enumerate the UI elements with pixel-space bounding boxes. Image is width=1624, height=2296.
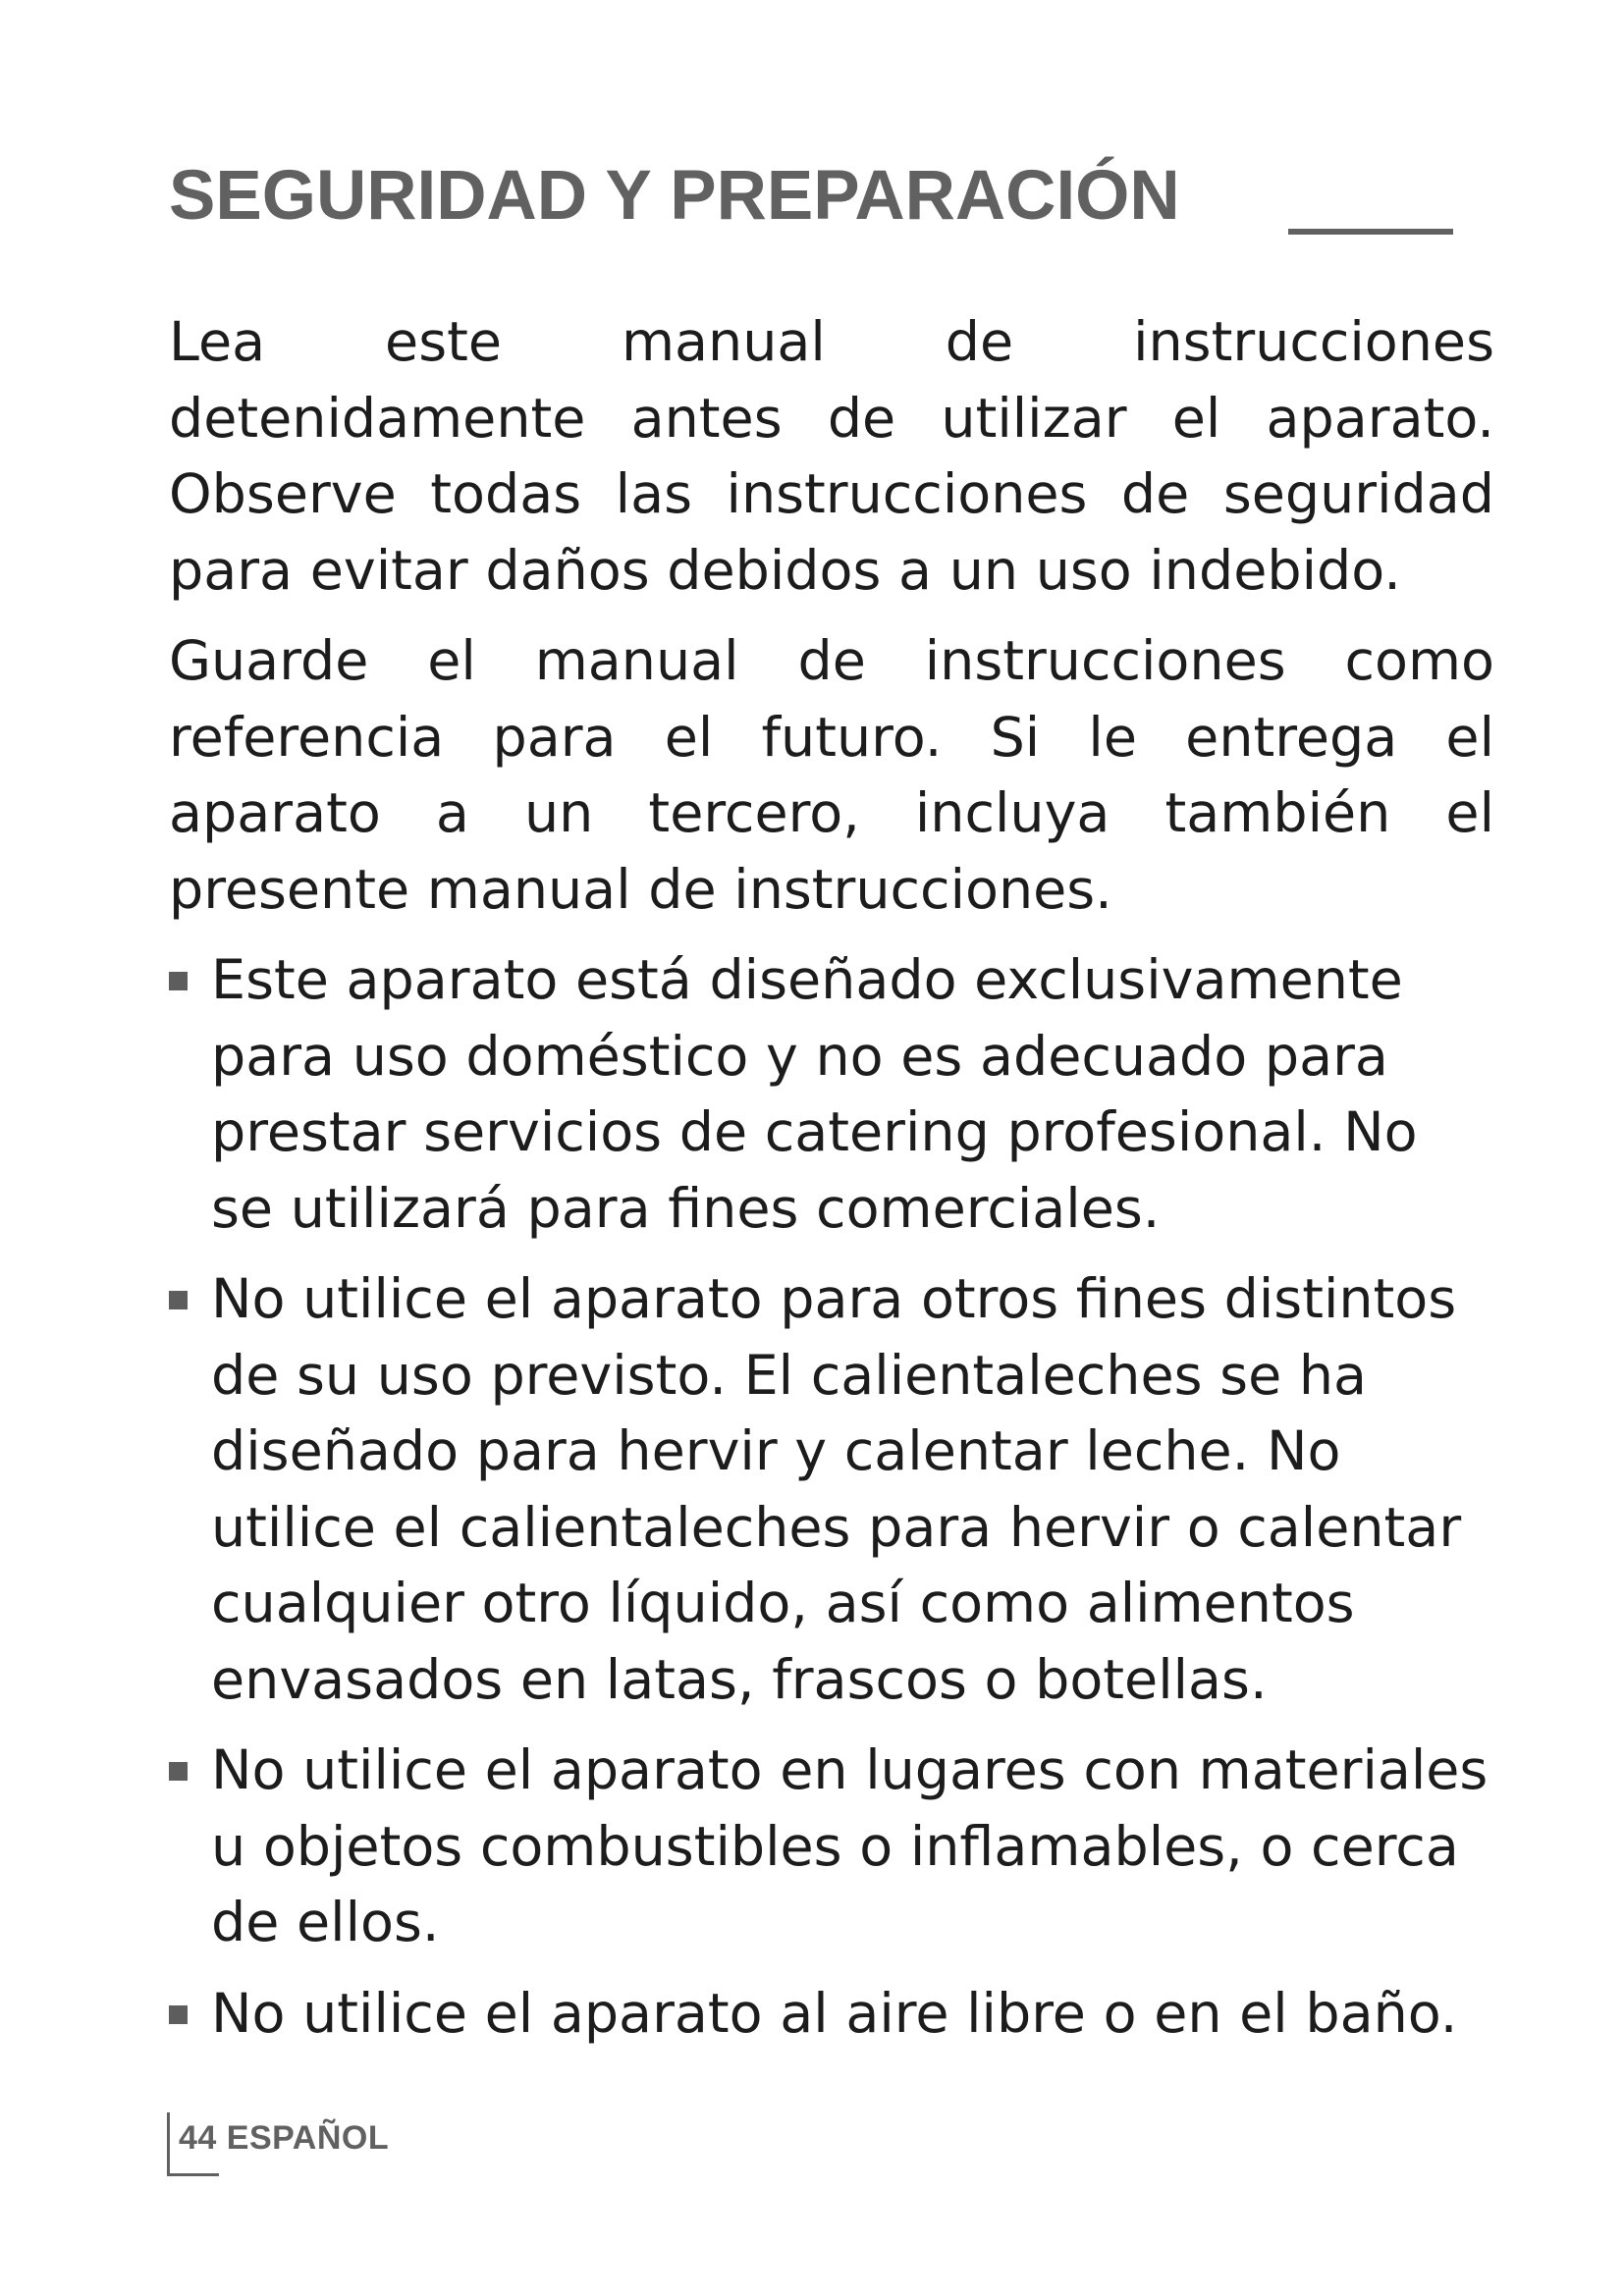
list-item bbox=[169, 1261, 1494, 1718]
intro-paragraph: Lea este manual de instrucciones detenidamente antes de utilizar el aparato. Observe todas las instrucciones de seguridad para evitar daños debidos a un uso indebido. bbox=[169, 310, 1494, 603]
list-item bbox=[169, 1733, 1494, 1961]
footer-label bbox=[179, 2118, 389, 2158]
list-item-text: No utilice el aparato al aire libre o en el baño. bbox=[211, 1981, 1458, 2046]
title-underline-rule bbox=[1288, 229, 1453, 235]
list-item bbox=[169, 1976, 1494, 2053]
list-item bbox=[169, 942, 1494, 1247]
page-footer bbox=[167, 2112, 461, 2179]
square-bullet-icon bbox=[169, 1291, 188, 1309]
page-number: 44 bbox=[179, 2119, 217, 2157]
footer-language: ESPAÑOL bbox=[226, 2119, 390, 2157]
square-bullet-icon bbox=[169, 972, 188, 990]
list-item-text: No utilice el aparato en lugares con materiales u objetos combustibles o inflamables, o cerca de ellos. bbox=[211, 1738, 1489, 1954]
square-bullet-icon bbox=[169, 2005, 188, 2024]
page-title: SEGURIDAD Y PREPARACIÓN bbox=[169, 157, 1180, 235]
page-content bbox=[169, 304, 1494, 2066]
list-item-text: No utilice el aparato para otros fines distintos de su uso previsto. El calientaleches se ha diseñado para hervir y calentar leche. No utilice el calientaleches para hervir o calentar cualquier otro líquido, así como alimentos envasados en latas, frascos o botellas. bbox=[211, 1267, 1462, 1712]
intro-paragraph: Guarde el manual de instrucciones como referencia para el futuro. Si le entrega el aparato a un tercero, incluya también el presente manual de instrucciones. bbox=[169, 629, 1494, 922]
square-bullet-icon bbox=[169, 1762, 188, 1781]
list-item-text: Este aparato está diseñado exclusivamente para uso doméstico y no es adecuado para prestar servicios de catering profesional. No se utilizará para fines comerciales. bbox=[211, 948, 1418, 1241]
safety-list bbox=[169, 942, 1494, 2052]
page-header bbox=[169, 147, 1455, 245]
